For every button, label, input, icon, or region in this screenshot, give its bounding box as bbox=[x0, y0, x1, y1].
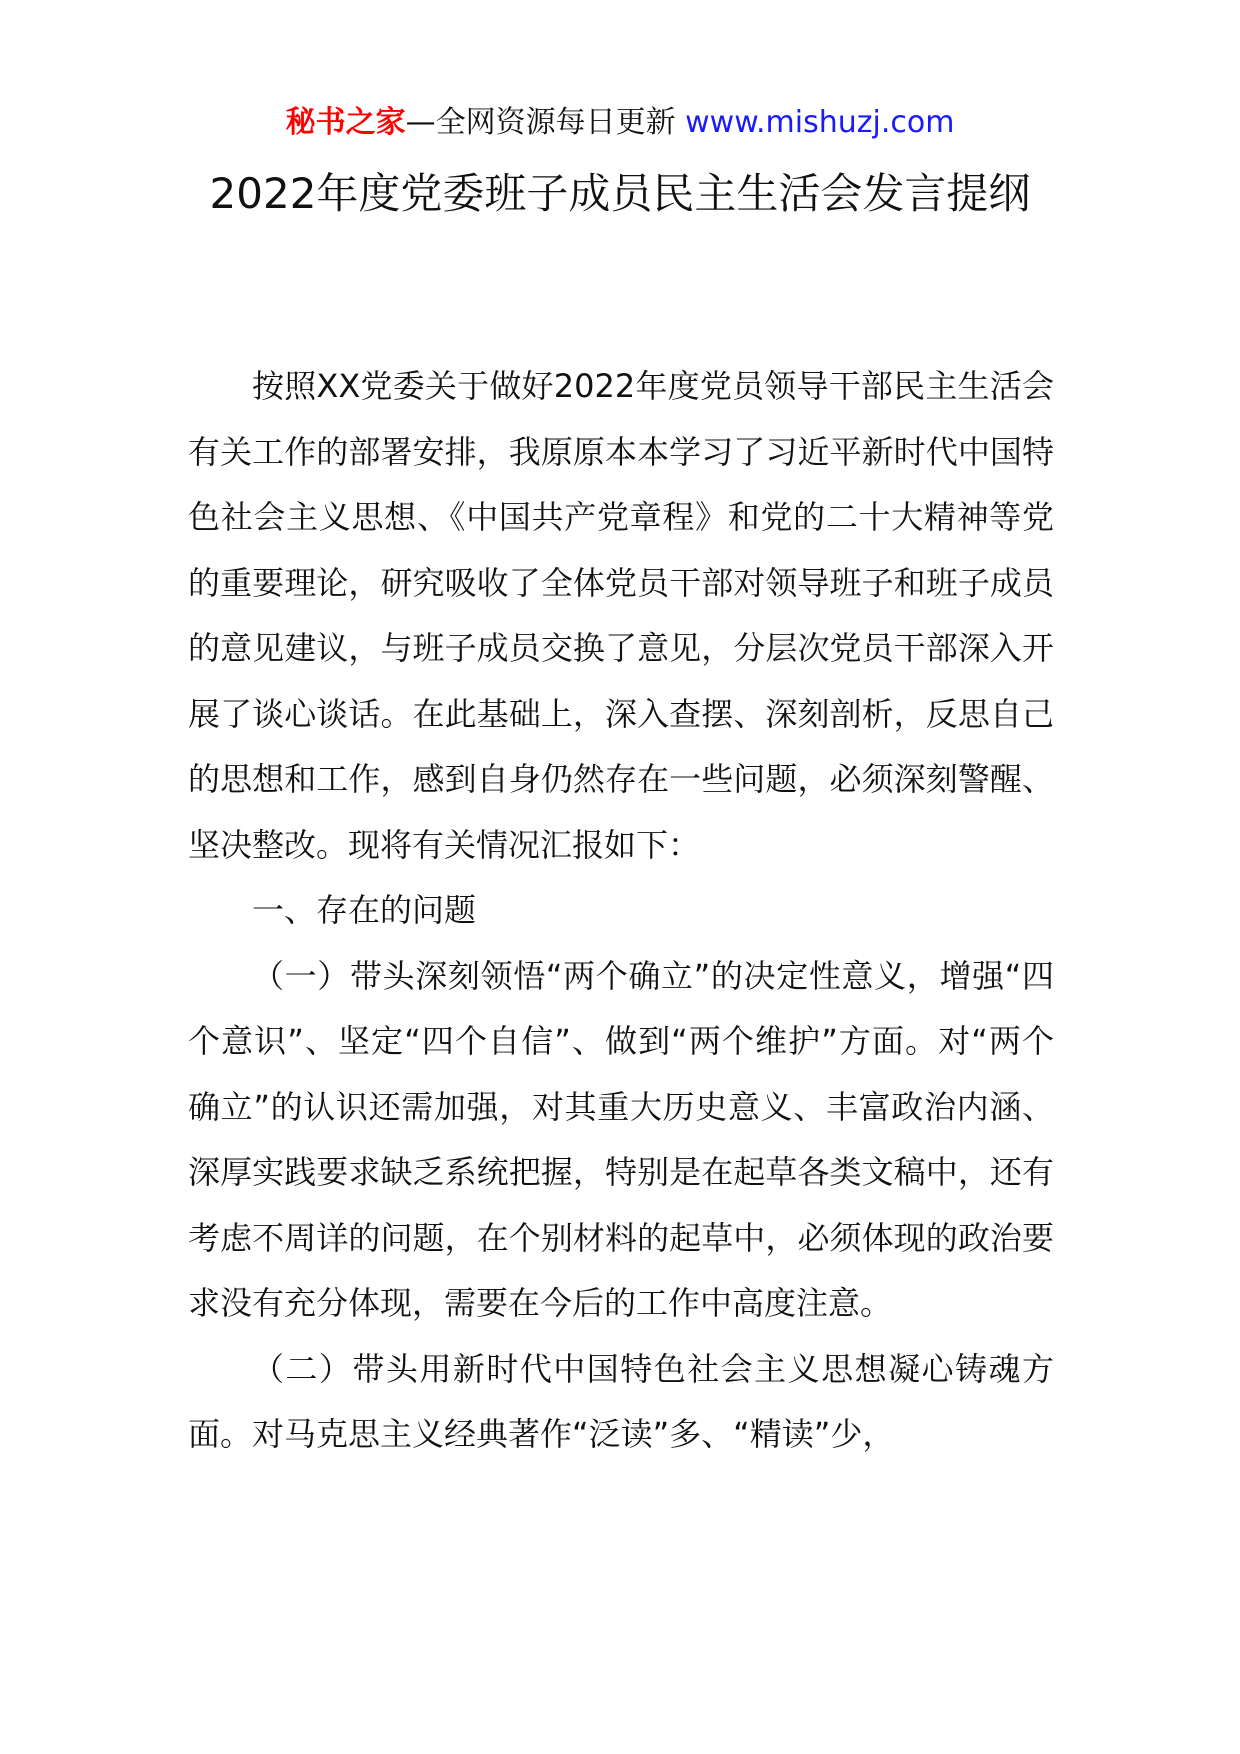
site-slogan: —全网资源每日更新 bbox=[405, 105, 676, 140]
site-header bbox=[0, 100, 1240, 146]
document-title: 2022年度党委班子成员民主生活会发言提纲 bbox=[209, 169, 1031, 218]
brand-name: 秘书之家 bbox=[285, 105, 406, 140]
intro-paragraph: 按照XX党委关于做好2022年度党员领导干部民主生活会有关工作的部署安排，我原原本本学习了习近平新时代中国特色社会主义思想、《中国共产党章程》和党的二十大精神等党的重要理论，研究吸收了全体党员干部对领导班子和班子成员的意见建议，与班子成员交换了意见，分层次党员干部深入开展了谈心谈话。在此基础上，深入查摆、深刻剖析，反思自己的思想和工作，感到自身仍然存在一些问题，必须深刻警醒、坚决整改。现将有关情况汇报如下： bbox=[188, 367, 1054, 864]
subsection-paragraph-2: （二）带头用新时代中国特色社会主义思想凝心铸魂方面。对马克思主义经典著作“泛读”多、“精读”少， bbox=[188, 1349, 1054, 1453]
section-heading: 一、存在的问题 bbox=[252, 891, 477, 929]
subsection-paragraph-1: （一）带头深刻领悟“两个确立”的决定性意义，增强“四个意识”、坚定“四个自信”、做到“两个维护”方面。对“两个确立”的认识还需加强，对其重大历史意义、丰富政治内涵、深厚实践要求缺乏系统把握，特别是在起草各类文稿中，还有考虑不周详的问题，在个别材料的起草中，必须体现的政治要求没有充分体现，需要在今后的工作中高度注意。 bbox=[188, 956, 1054, 1322]
document-body bbox=[188, 354, 1054, 1468]
site-url-link[interactable]: www.mishuzj.com bbox=[685, 105, 955, 140]
